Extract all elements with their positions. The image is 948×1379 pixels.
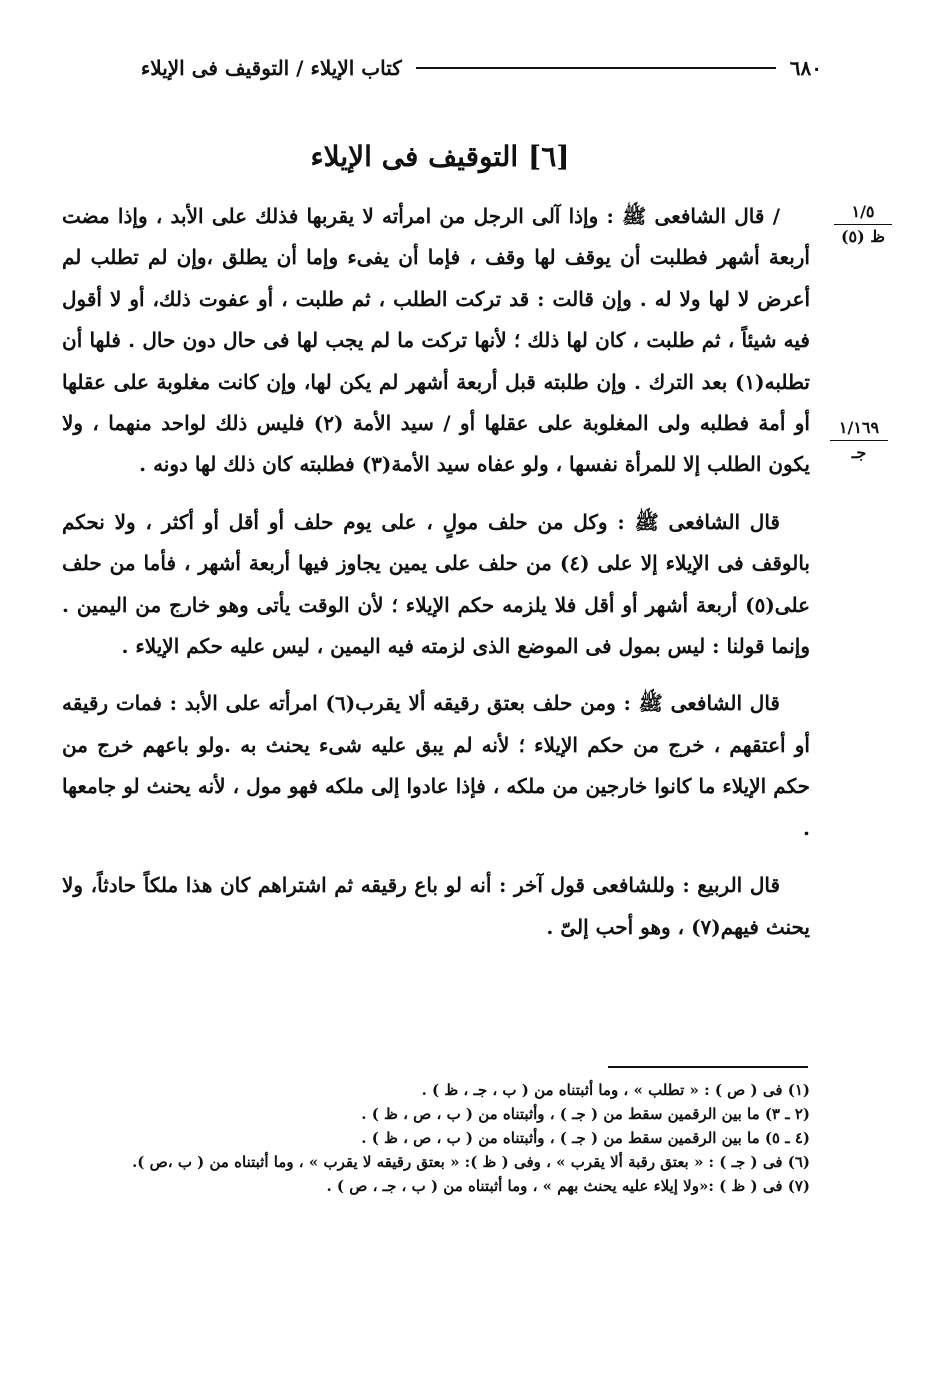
margin-note-2 <box>830 418 888 463</box>
page-number: ٦٨٠ <box>789 56 822 80</box>
footnote-3: (٤ ـ ٥) ما بين الرقمين سقط من ( جـ ) ، وأثبتناه من ( ب ، ص ، ظ ) . <box>361 1129 810 1147</box>
paragraph-text: وكل من حلف مولٍ ، على يوم حلف أو أقل أو أكثر ، ولا نحكم بالوقف فى الإيلاء إلا على (٤) من حلف على يمين يجاوز فيها أربعة أشهر ، فأما من حلف على(٥) أربعة أشهر أو أقل فلا يلزمه حكم الإيلاء ؛ لأن الوقت يأتى وهو خارج من اليمين . وإنما قولنا : ليس بمول فى الموضع الذى لزمته فيه اليمين ، ليس عليه حكم الإيلاء . <box>62 509 810 659</box>
footnote-2: (٢ ـ ٣) ما بين الرقمين سقط من ( جـ ) ، وأثبتناه من ( ب ، ص ، ظ ) . <box>361 1105 810 1123</box>
footnote-4: (٦) فى ( جـ ) : « بعتق رقبة ألا يقرب » ، وفى ( ظ ): « بعتق رقيقه لا يقرب » ، وما أثبتناه من ( ب ،ص ). <box>132 1153 810 1171</box>
paragraph-1 <box>62 196 810 486</box>
margin-note-1 <box>834 202 892 247</box>
paragraph-4 <box>62 865 810 948</box>
speaker: قال الشافعى ﷺ : <box>617 509 780 534</box>
margin-note-folio: ١/١٦٩ <box>830 418 888 441</box>
margin-note-folio: ١/٥ <box>834 202 892 225</box>
header-rule <box>416 67 776 69</box>
footnote-rule <box>608 1066 808 1068</box>
paragraph-text: قال الربيع : وللشافعى قول آخر : أنه لو باع رقيقه ثم اشتراهم كان هذا ملكاً حادثاً، ولا يحنث فيهم(٧) ، وهو أحب إلىّ . <box>62 873 810 939</box>
margin-note-manuscript: ظ (٥) <box>840 227 886 246</box>
footnotes <box>60 1078 810 1198</box>
speaker: قال الشافعى ﷺ : <box>623 691 780 716</box>
margin-note-manuscript: جـ <box>851 443 867 462</box>
paragraph-text: ومن حلف بعتق رقيقه ألا يقرب(٦) امرأته على الأبد : فمات رقيقه أو أعتقهم ، خرج من حكم الإيلاء ؛ لأنه لم يبق عليه شىء يحنث به .ولو باعهم خرج من حكم الإيلاء ما كانوا خارجين من ملكه ، فإذا عادوا إلى ملكه فهو مول ، لأنه يحنث لو جامعها . <box>62 691 810 840</box>
footnote-1: (١) فى ( ص ) : « تطلب » ، وما أثبتناه من ( ب ، جـ ، ظ ) . <box>421 1081 810 1099</box>
body-text <box>62 196 810 964</box>
paragraph-3 <box>62 683 810 849</box>
chapter-title: [٦] التوقيف فى الإيلاء <box>310 140 570 173</box>
running-header <box>52 48 822 88</box>
running-title: كتاب الإيلاء / التوقيف فى الإيلاء <box>140 56 402 80</box>
paragraph-2 <box>62 502 810 668</box>
footnote-5: (٧) فى ( ظ ) :«ولا إيلاء عليه يحنث بهم » ، وما أثبتناه من ( ب ، جـ ، ص ) . <box>326 1177 810 1195</box>
speaker: / قال الشافعى ﷺ : <box>606 204 780 228</box>
paragraph-text: وإذا آلى الرجل من امرأته لا يقربها فذلك على الأبد ، وإذا مضت أربعة أشهر فطلبت أن يوقف لها وقف ، فإما أن يفىء وإما أن يطلق ،وإن لم تطلب لم أعرض لا لها ولا له . وإن قالت : قد تركت الطلب ، ثم طلبت ، أو عفوت ذلك، أو لا أقول فيه شيئاً ، ثم طلبت ، كان لها ذلك ؛ لأنها تركت ما لم يجب لها فى حال دون حال . فلها أن تطلبه(١) بعد الترك . وإن طلبته قبل أربعة أشهر لم يكن لها، وإن كانت مغلوبة على عقلها أو أمة فطلبه ولى المغلوبة على عقلها أو / سيد الأمة (٢) فليس ذلك لواحد منهما ، ولا يكون الطلب إلا للمرأة نفسها ، ولو عفاه سيد الأمة(٣) فطلبته كان ذلك لها دونه . <box>62 204 810 477</box>
